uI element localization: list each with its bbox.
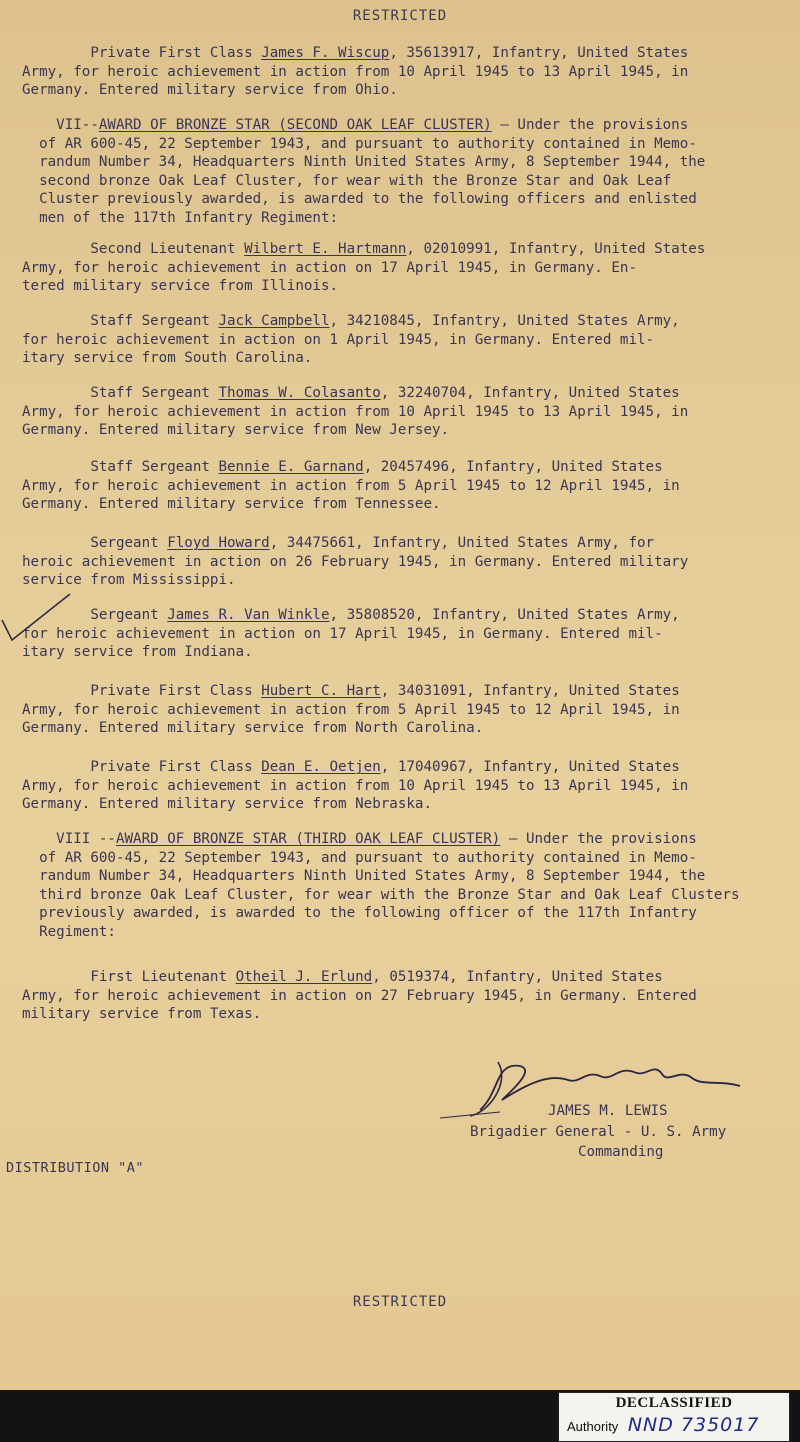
text-line: [22, 904, 784, 923]
check-mark: [0, 590, 80, 650]
text-line: [22, 477, 784, 496]
text-line: [22, 44, 784, 63]
text-segment: , 35808520, Infantry, United States Army,: [329, 607, 680, 623]
text-line: [22, 421, 784, 440]
text-segment: for heroic achievement in action on 1 April 1945, in Germany. Entered mil-: [22, 331, 655, 348]
text-segment: Cluster previously awarded, is awarded to the following officers and enlisted: [22, 191, 697, 207]
text-line: [22, 81, 784, 100]
text-segment: itary service from Indiana.: [22, 644, 253, 660]
underlined-text: Jack Campbell: [218, 313, 330, 329]
text-segment: , 17040967, Infantry, United States: [380, 759, 680, 775]
signer-role: Commanding: [578, 1144, 664, 1160]
text-line: [22, 758, 784, 777]
text-segment: third bronze Oak Leaf Cluster, for wear with the Bronze Star and Oak Leaf Clusters: [22, 886, 740, 903]
paragraph: [22, 606, 784, 662]
text-line: [22, 312, 784, 331]
text-segment: , 0519374, Infantry, United States: [372, 969, 663, 985]
text-segment: Germany. Entered military service from Tennessee.: [22, 496, 441, 512]
underlined-text: Thomas W. Colasanto: [218, 385, 381, 401]
underlined-text: James F. Wiscup: [261, 45, 390, 61]
text-line: [22, 571, 784, 590]
paragraph: [22, 116, 784, 227]
text-line: [22, 331, 784, 350]
text-segment: randum Number 34, Headquarters Ninth United States Army, 8 September 1944, the: [22, 154, 706, 170]
signer-title: Brigadier General - U. S. Army: [470, 1124, 727, 1140]
underlined-text: James R. Van Winkle: [167, 607, 330, 623]
underlined-text: AWARD OF BRONZE STAR (SECOND OAK LEAF CLUSTER): [98, 117, 492, 133]
text-line: [22, 923, 784, 942]
text-line: [22, 277, 784, 296]
paragraph: [22, 240, 784, 296]
declassified-title: DECLASSIFIED: [615, 1395, 733, 1411]
text-line: [22, 63, 784, 82]
text-segment: Army, for heroic achievement in action on 27 February 1945, in Germany. Entered: [22, 987, 697, 1004]
text-line: [22, 701, 784, 720]
text-line: [22, 135, 784, 154]
text-segment: , 32240704, Infantry, United States: [380, 385, 680, 401]
classification-footer: RESTRICTED: [352, 1294, 448, 1310]
authority-number: NND 735017: [627, 1414, 760, 1436]
text-line: [22, 209, 784, 228]
text-segment: , 34210845, Infantry, United States Army,: [329, 313, 680, 329]
paragraph: [22, 458, 784, 514]
text-line: [22, 867, 784, 886]
authority-label: Authority: [567, 1419, 619, 1434]
underlined-text: Floyd Howard: [167, 535, 270, 551]
text-segment: Sergeant: [22, 607, 168, 623]
text-line: [22, 458, 784, 477]
paragraph: [22, 312, 784, 368]
text-line: [22, 682, 784, 701]
text-line: [22, 1005, 784, 1024]
text-segment: , 35613917, Infantry, United States: [389, 45, 689, 61]
text-line: [22, 719, 784, 738]
text-line: [22, 190, 784, 209]
text-segment: men of the 117th Infantry Regiment:: [22, 209, 339, 226]
text-line: [22, 987, 784, 1006]
text-line: [22, 172, 784, 191]
text-segment: Sergeant: [22, 535, 168, 551]
text-line: [22, 259, 784, 278]
text-segment: Private First Class: [22, 45, 262, 61]
text-line: [22, 403, 784, 422]
text-line: [22, 349, 784, 368]
text-segment: Army, for heroic achievement in action from 5 April 1945 to 12 April 1945, in: [22, 701, 680, 718]
classification-header: RESTRICTED: [352, 8, 448, 24]
text-segment: , 02010991, Infantry, United States: [406, 241, 706, 257]
declassified-authority: [567, 1414, 789, 1436]
paragraph: [22, 534, 784, 590]
text-segment: — Under the provisions: [491, 117, 689, 133]
text-line: [22, 495, 784, 514]
text-segment: , 34475661, Infantry, United States Army, for: [269, 535, 655, 551]
text-segment: Regiment:: [22, 923, 116, 940]
text-segment: of AR 600-45, 22 September 1943, and pursuant to authority contained in Memo-: [22, 849, 697, 866]
text-line: [22, 534, 784, 553]
text-line: [22, 606, 784, 625]
underlined-text: Hubert C. Hart: [261, 683, 381, 699]
text-segment: , 20457496, Infantry, United States: [363, 459, 663, 475]
text-segment: Germany. Entered military service from Nebraska.: [22, 796, 432, 812]
text-segment: Army, for heroic achievement in action from 5 April 1945 to 12 April 1945, in: [22, 477, 680, 494]
text-line: [22, 849, 784, 868]
paragraph: [22, 968, 784, 1024]
signer-name: JAMES M. LEWIS: [548, 1103, 668, 1119]
text-segment: , 34031091, Infantry, United States: [380, 683, 680, 699]
text-line: [22, 777, 784, 796]
text-segment: of AR 600-45, 22 September 1943, and pursuant to authority contained in Memo-: [22, 135, 697, 152]
text-line: [22, 643, 784, 662]
text-line: [22, 116, 784, 135]
text-line: [22, 553, 784, 572]
underlined-text: AWARD OF BRONZE STAR (THIRD OAK LEAF CLUSTER): [115, 831, 501, 847]
paragraph: [22, 830, 784, 941]
text-segment: Army, for heroic achievement in action on 17 April 1945, in Germany. En-: [22, 259, 637, 276]
text-segment: VII--: [22, 117, 99, 133]
paragraph: [22, 682, 784, 738]
text-segment: randum Number 34, Headquarters Ninth United States Army, 8 September 1944, the: [22, 868, 706, 884]
text-segment: for heroic achievement in action on 17 April 1945, in Germany. Entered mil-: [22, 625, 663, 642]
underlined-text: Dean E. Oetjen: [261, 759, 381, 775]
text-segment: Army, for heroic achievement in action from 10 April 1945 to 13 April 1945, in: [22, 63, 689, 80]
text-line: [22, 240, 784, 259]
text-segment: service from Mississippi.: [22, 572, 236, 588]
text-line: [22, 886, 784, 905]
text-segment: Private First Class: [22, 683, 262, 699]
text-segment: VIII --: [22, 831, 116, 847]
paragraph: [22, 44, 784, 100]
text-segment: Second Lieutenant: [22, 241, 245, 257]
text-segment: second bronze Oak Leaf Cluster, for wear with the Bronze Star and Oak Leaf: [22, 172, 672, 189]
text-segment: Staff Sergeant: [22, 459, 219, 475]
text-segment: Staff Sergeant: [22, 313, 219, 329]
text-line: [22, 968, 784, 987]
text-segment: Army, for heroic achievement in action from 10 April 1945 to 13 April 1945, in: [22, 777, 689, 794]
text-segment: heroic achievement in action on 26 February 1945, in Germany. Entered military: [22, 553, 689, 570]
underlined-text: Otheil J. Erlund: [235, 969, 373, 985]
underlined-text: Wilbert E. Hartmann: [244, 241, 407, 257]
text-segment: Germany. Entered military service from Ohio.: [22, 82, 398, 98]
paragraph: [22, 384, 784, 440]
underlined-text: Bennie E. Garnand: [218, 459, 364, 475]
text-line: [22, 625, 784, 644]
text-segment: itary service from South Carolina.: [22, 350, 313, 366]
distribution-line: DISTRIBUTION "A": [6, 1160, 145, 1176]
text-segment: Germany. Entered military service from North Carolina.: [22, 720, 484, 736]
text-segment: Germany. Entered military service from New Jersey.: [22, 422, 450, 438]
text-line: [22, 830, 784, 849]
text-segment: Staff Sergeant: [22, 385, 219, 401]
text-segment: — Under the provisions: [500, 831, 697, 847]
text-segment: First Lieutenant: [22, 969, 236, 985]
paragraph: [22, 758, 784, 814]
text-segment: previously awarded, is awarded to the following officer of the 117th Infantry: [22, 905, 697, 921]
text-segment: tered military service from Illinois.: [22, 278, 339, 294]
text-line: [22, 153, 784, 172]
text-segment: Private First Class: [22, 759, 262, 775]
text-line: [22, 795, 784, 814]
declassified-stamp: [558, 1392, 790, 1442]
text-line: [22, 384, 784, 403]
text-segment: military service from Texas.: [22, 1006, 262, 1022]
text-segment: Army, for heroic achievement in action from 10 April 1945 to 13 April 1945, in: [22, 403, 689, 420]
